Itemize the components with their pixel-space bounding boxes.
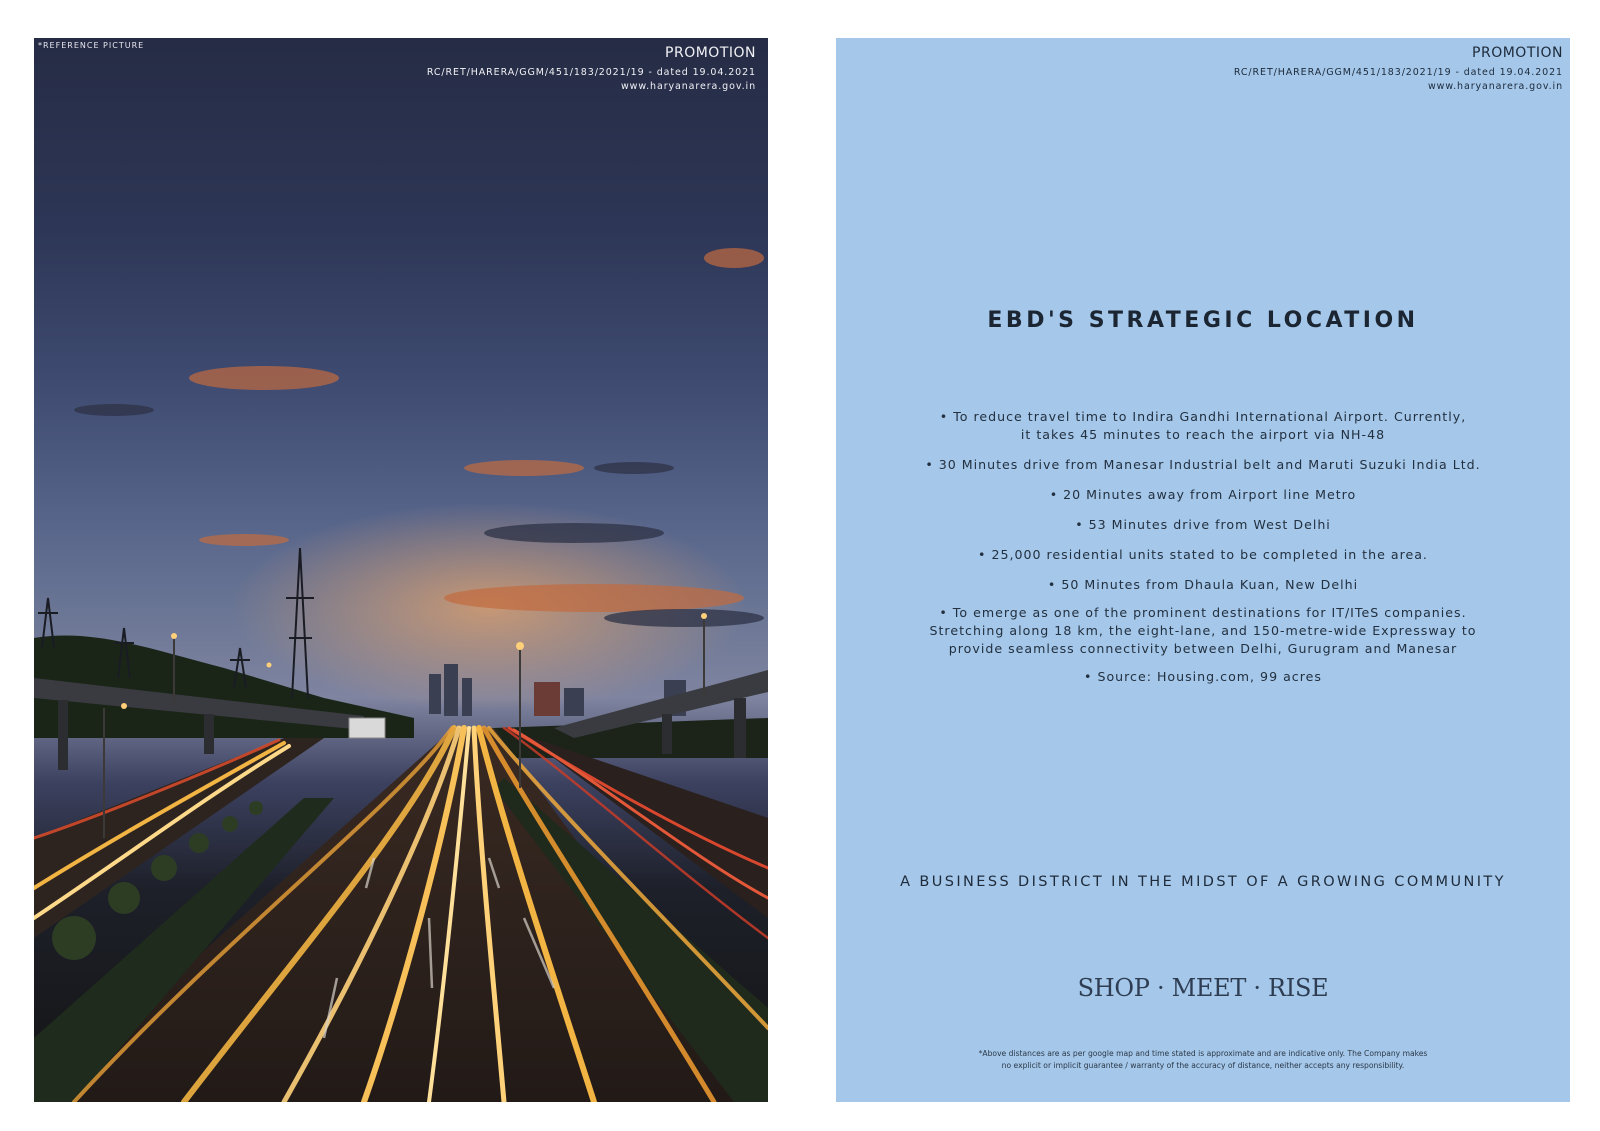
bullet-line: it takes 45 minutes to reach the airport via NH-48 (1020, 427, 1386, 442)
list-item (896, 516, 1510, 534)
promotion-block-left (427, 45, 756, 94)
promotion-title: PROMOTION (1472, 45, 1563, 61)
promotion-title: PROMOTION (665, 45, 756, 61)
list-item (896, 408, 1510, 444)
bullet-line: Stretching along 18 km, the eight-lane, and 150-metre-wide Expressway to (929, 623, 1477, 638)
distance-disclaimer (956, 1048, 1450, 1072)
page-heading: EBD'S STRATEGIC LOCATION (987, 308, 1419, 333)
list-item (896, 576, 1510, 594)
left-page-photo (34, 38, 768, 1102)
rera-website-link[interactable]: www.haryanarera.gov.in (1428, 81, 1563, 92)
bullet-line: provide seamless connectivity between Delhi, Gurugram and Manesar (948, 641, 1458, 656)
location-highlights-list (896, 408, 1510, 698)
bullet-line: • 53 Minutes drive from West Delhi (1075, 517, 1331, 532)
reference-picture-note: *REFERENCE PICTURE (38, 41, 145, 50)
list-item (896, 604, 1510, 658)
promotion-block-right (1234, 45, 1563, 94)
rera-website-link[interactable]: www.haryanarera.gov.in (621, 81, 756, 92)
bullet-line: • Source: Housing.com, 99 acres (1084, 669, 1322, 684)
bullet-line: • To emerge as one of the prominent destinations for IT/ITeS companies. (939, 605, 1467, 620)
disclaimer-line: *Above distances are as per google map and time stated is approximate and are indicative only. The Company makes (978, 1049, 1428, 1058)
rera-registration: RC/RET/HARERA/GGM/451/183/2021/19 - dated 19.04.2021 (426, 67, 756, 78)
bullet-line: • To reduce travel time to Indira Gandhi International Airport. Currently, (939, 409, 1467, 424)
bullet-line: • 25,000 residential units stated to be completed in the area. (978, 547, 1428, 562)
rera-registration: RC/RET/HARERA/GGM/451/183/2021/19 - dated 19.04.2021 (1233, 67, 1563, 78)
highway-night-photo (34, 38, 768, 1102)
list-item (896, 456, 1510, 474)
brand-slogan: SHOP · MEET · RISE (1077, 974, 1329, 1002)
list-item (896, 668, 1510, 686)
bullet-line: • 20 Minutes away from Airport line Metro (1049, 487, 1357, 502)
disclaimer-line: no explicit or implicit guarantee / warranty of the accuracy of distance, neither accepts any responsibility. (1001, 1061, 1405, 1070)
list-item (896, 546, 1510, 564)
bullet-line: • 30 Minutes drive from Manesar Industrial belt and Maruti Suzuki India Ltd. (925, 457, 1481, 472)
list-item (896, 486, 1510, 504)
right-page-info (836, 38, 1570, 1102)
bullet-line: • 50 Minutes from Dhaula Kuan, New Delhi (1047, 577, 1359, 592)
tagline: A BUSINESS DISTRICT IN THE MIDST OF A GROWING COMMUNITY (900, 874, 1506, 890)
